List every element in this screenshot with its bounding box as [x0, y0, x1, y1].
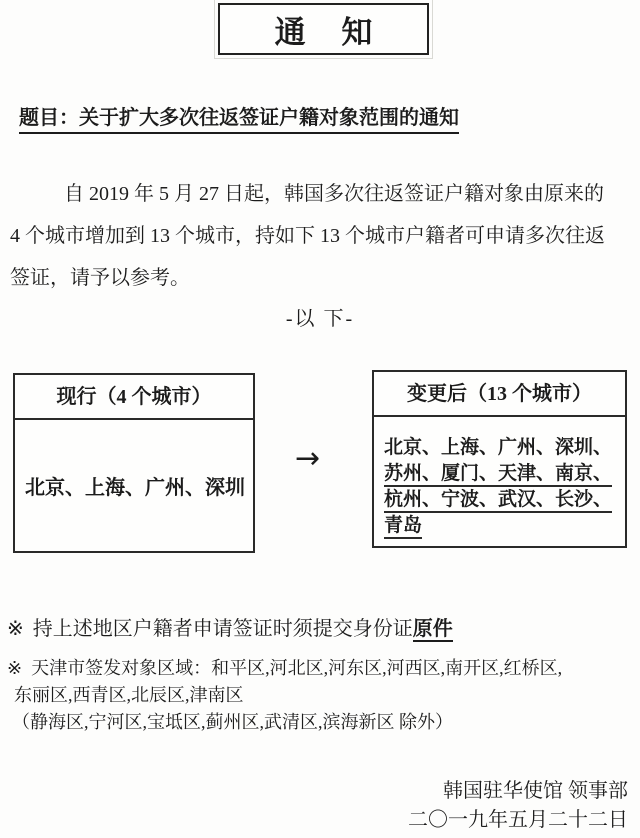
reference-mark-icon: ※: [7, 618, 24, 640]
paragraph-line-1: 自 2019 年 5 月 27 日起，韩国多次往返签证户籍对象由原来的: [64, 183, 604, 205]
updated-cities-line-4: 青岛: [384, 513, 615, 539]
note-tianjin-line-2: 东丽区,西青区,北辰区,津南区: [14, 685, 244, 705]
current-cities-header: 现行（4 个城市）: [15, 375, 253, 420]
body-paragraph: [10, 173, 636, 299]
note-id-card: [7, 612, 453, 641]
subject-line: [19, 101, 459, 134]
current-cities-box: [13, 373, 255, 553]
note-id-card-emphasis: 原件: [412, 618, 453, 640]
notice-title: 通 知: [274, 14, 387, 50]
signature-date: 二〇一九年五月二十二日: [408, 809, 628, 831]
paragraph-line-2: 4 个城市增加到 13 个城市，持如下 13 个城市户籍者可申请多次往返: [10, 225, 605, 247]
note-tianjin-line-3: （静海区,宁河区,宝坻区,蓟州区,武清区,滨海新区 除外）: [12, 712, 453, 732]
updated-cities-line-2: 苏州、厦门、天津、南京、: [384, 461, 615, 487]
below-separator-label: -以 下-: [285, 308, 355, 330]
updated-cities-box: [372, 370, 627, 548]
note-tianjin-line-1: ※ 天津市签发对象区域：和平区,河北区,河东区,河西区,南开区,红桥区,: [7, 658, 563, 678]
paragraph-line-3: 签证，请予以参考。: [10, 267, 190, 289]
note-id-card-text: 持上述地区户籍者申请签证时须提交身份证: [32, 618, 413, 640]
reference-mark-icon: ※: [7, 658, 23, 678]
arrow-right-icon: →: [295, 441, 321, 476]
notice-title-box: [218, 3, 429, 55]
updated-cities-line-3: 杭州、宁波、武汉、长沙、: [384, 487, 615, 513]
updated-cities-header: 变更后（13 个城市）: [374, 372, 625, 417]
subject-text: 题目：关于扩大多次往返签证户籍对象范围的通知: [19, 101, 459, 134]
note-tianjin-districts: [7, 655, 562, 736]
signature-block: [408, 777, 628, 835]
updated-cities-line-1: 北京、上海、广州、深圳、: [384, 437, 613, 458]
current-cities-list: 北京、上海、广州、深圳: [25, 477, 245, 499]
updated-cities-list: [374, 417, 625, 539]
signature-org: 韩国驻华使馆 领事部: [443, 780, 628, 802]
